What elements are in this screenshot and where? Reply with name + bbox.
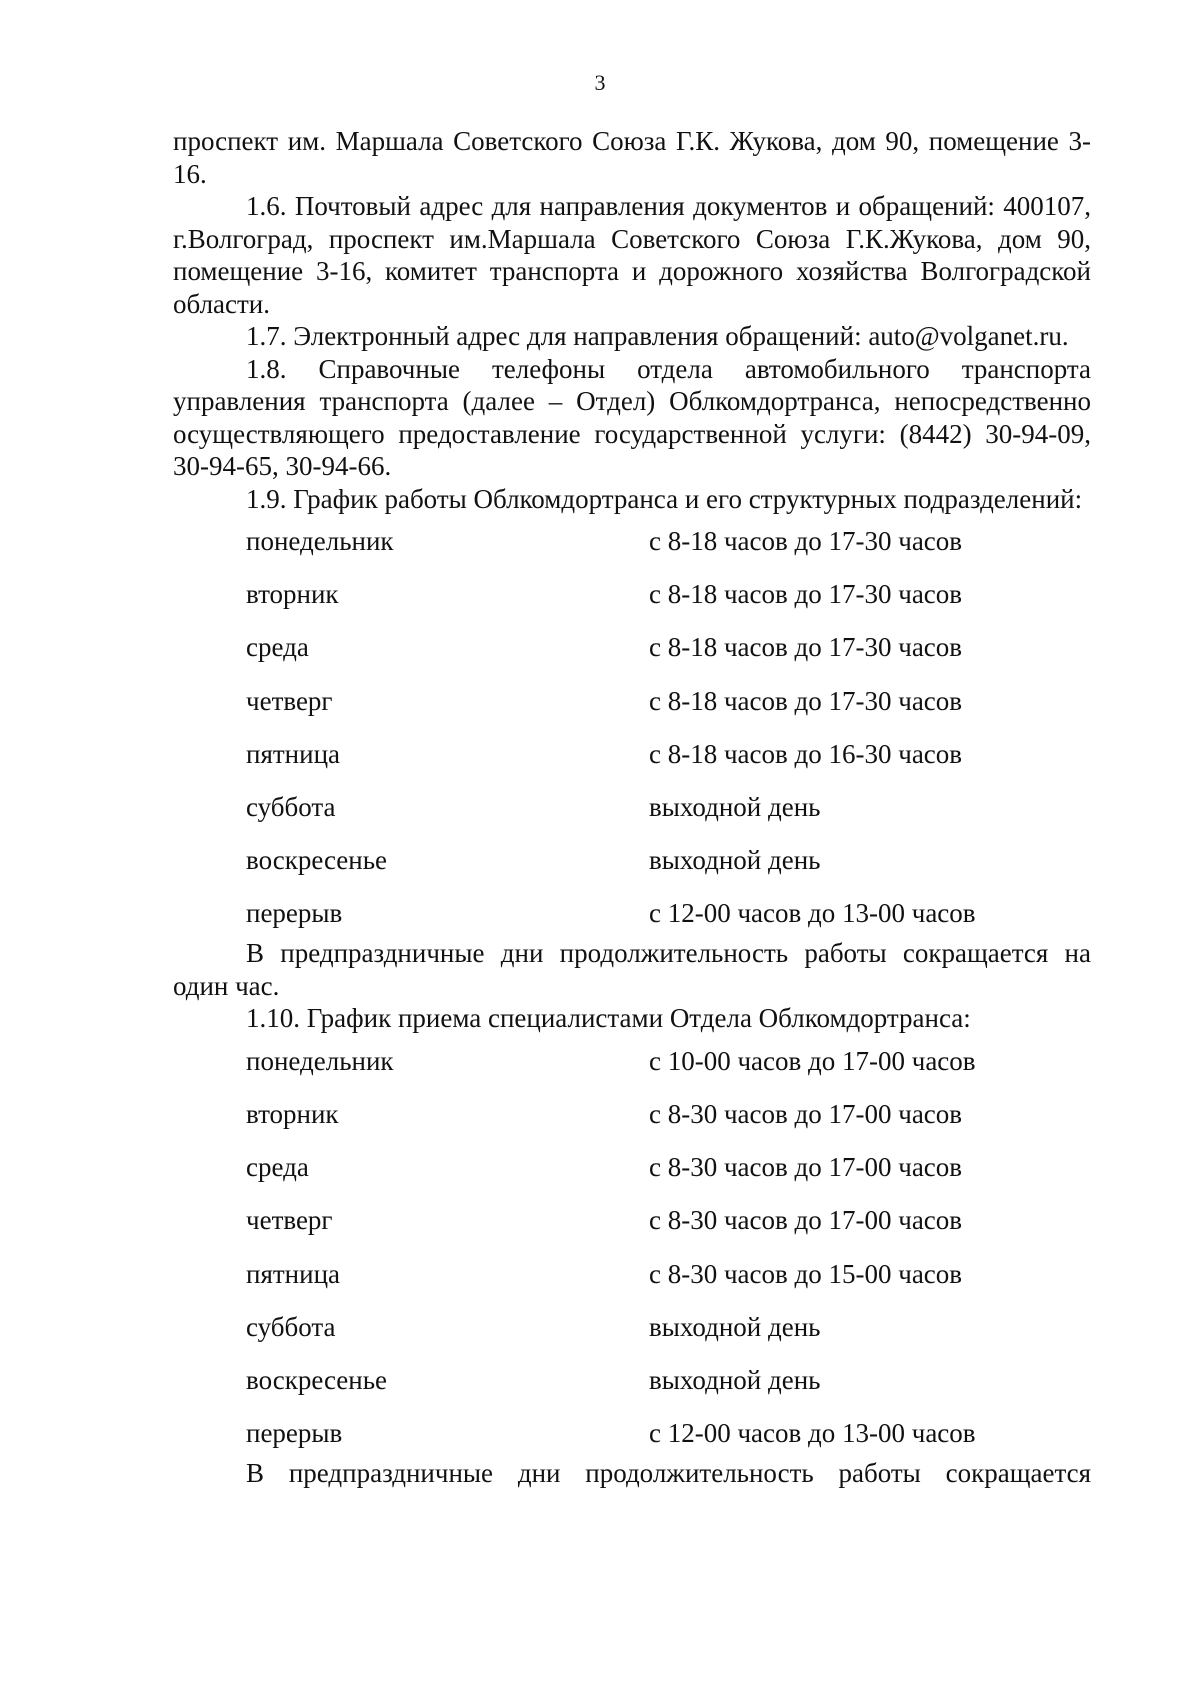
schedule-row [173,1364,1091,1417]
schedule-row [173,791,1091,844]
schedule-time: с 12-00 часов до 13-00 часов [649,1418,976,1449]
schedule-row [173,1204,1091,1257]
schedule-day: понедельник [246,526,394,556]
schedule-day: вторник [246,579,339,610]
schedule-row [173,1045,1091,1098]
schedule-day: воскресенье [246,1364,388,1395]
schedule-time: с 12-00 часов до 13-00 часов [649,898,976,929]
schedule-time: с 8-18 часов до 16-30 часов [649,738,963,769]
paragraph-1-9-work-schedule-intro: 1.9. График работы Облкомдортранса и его структурных подразделений: [246,483,1083,514]
schedule-row [173,1151,1091,1204]
schedule-day: воскресенье [246,845,388,876]
schedule-day: среда [246,632,309,663]
schedule-day: перерыв [246,898,343,929]
schedule-row [173,1311,1091,1364]
schedule-row [173,525,1091,578]
schedule-day: суббота [246,1311,336,1342]
schedule-row [173,631,1091,684]
schedule-time: с 8-30 часов до 17-00 часов [649,1099,963,1129]
schedule-time: выходной день [649,845,821,876]
schedule-day: суббота [246,791,336,822]
schedule-day: четверг [246,685,333,716]
schedule-row [173,1417,1091,1455]
paragraph-1-6-postal-address: 1.6. Почтовый адрес для направления документов и обращений: 400107, г.Волгоград, проспект им.Маршала Советского Союза Г.К.Жукова, дом 90, помещение 3-16, комитет транспорта и дорожного хозяйства Волгоградской области. [173,191,1091,319]
schedule-day: пятница [246,1258,340,1289]
schedule-day: пятница [246,738,340,769]
schedule-time: с 8-30 часов до 15-00 часов [649,1258,963,1289]
work-schedule-table [173,525,1091,935]
schedule-day: понедельник [246,1045,394,1076]
schedule-row [173,1098,1091,1151]
schedule-time: с 8-18 часов до 17-30 часов [649,632,963,663]
paragraph-holiday-note: В предпраздничные дни продолжительность работы сокращается на один час. [173,938,1091,1001]
schedule-day: четверг [246,1205,333,1236]
schedule-time: с 8-18 часов до 17-30 часов [649,526,963,556]
schedule-time: выходной день [649,1311,821,1342]
paragraph-holiday-note-2: В предпраздничные дни продолжительность работы сокращается [246,1458,1091,1489]
paragraph-address-continuation: проспект им. Маршала Советского Союза Г.К. Жукова, дом 90, помещение 3-16. [173,126,1091,189]
schedule-row [173,738,1091,791]
paragraph-1-7-email: 1.7. Электронный адрес для направления обращений: auto@volganet.ru. [246,321,1069,351]
schedule-day: перерыв [246,1418,343,1449]
schedule-time: с 8-18 часов до 17-30 часов [649,579,963,610]
reception-schedule-table [173,1045,1091,1455]
schedule-time: с 8-30 часов до 17-00 часов [649,1152,963,1183]
page-number: 3 [594,70,606,95]
paragraph-1-10-reception-intro: 1.10. График приема специалистами Отдела Облкомдортранса: [246,1003,971,1034]
schedule-row [173,1258,1091,1311]
schedule-row [173,897,1091,935]
schedule-time: выходной день [649,791,821,822]
schedule-time: с 8-30 часов до 17-00 часов [649,1205,963,1236]
schedule-time: с 10-00 часов до 17-00 часов [649,1045,976,1076]
schedule-day: среда [246,1152,309,1183]
document-body [173,125,1091,1490]
schedule-time: выходной день [649,1364,821,1395]
schedule-row [173,844,1091,897]
schedule-time: с 8-18 часов до 17-30 часов [649,685,963,716]
schedule-row [173,578,1091,631]
schedule-day: вторник [246,1099,339,1129]
schedule-row [173,685,1091,738]
paragraph-1-8-phones: 1.8. Справочные телефоны отдела автомобильного транспорта управления транспорта (далее – Отдел) Облкомдортранса, непосредственно осуществляющего предоставление государственной услуги: (8442) 30-94-09, 30-94-65, 30-94-66. [173,353,1091,481]
